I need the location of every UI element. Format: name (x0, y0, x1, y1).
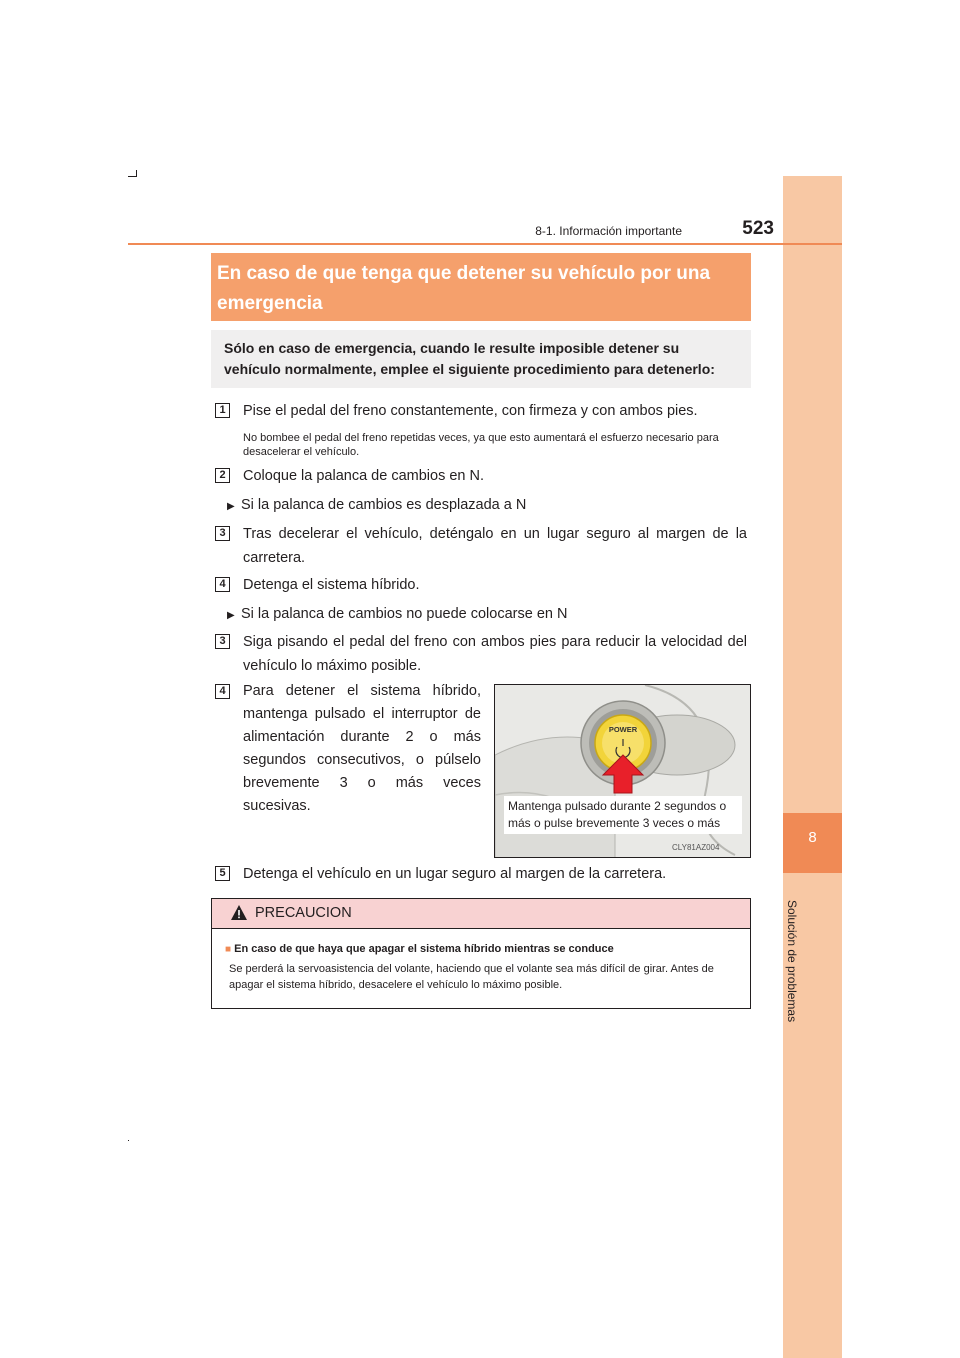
step-text: Detenga el sistema híbrido. (243, 577, 420, 593)
chapter-title: 8-1. Información importante (535, 224, 682, 238)
crop-mark (128, 176, 136, 177)
page-number: 523 (742, 218, 774, 239)
branch-heading: ▶ Si la palanca de cambios es desplazada a N (227, 493, 747, 519)
step-badge: 4 (215, 577, 230, 592)
step-badge: 3 (215, 526, 230, 541)
step-badge: 4 (215, 684, 230, 699)
square-bullet-icon: ■ (225, 944, 232, 955)
crop-mark (128, 1140, 129, 1141)
step-note: No bombee el pedal del freno repetidas veces, ya que esto aumentará el esfuerzo necesario para desacelerar el vehículo. (243, 432, 719, 458)
step-text: Pise el pedal del freno constantemente, con firmeza y con ambos pies. (243, 403, 698, 419)
step-badge: 3 (215, 634, 230, 649)
intro-box (211, 330, 751, 388)
precaution-bullet: ■ En caso de que haya que apagar el sistema híbrido mientras se conduce (225, 943, 614, 955)
precaution-text: Se perderá la servoasistencia del volante, haciendo que el volante sea más difícil de girar. Antes de apagar el sistema híbrido, desacelere el vehículo lo máximo posible. (229, 963, 714, 991)
chapter-side-tab (783, 176, 842, 1358)
crop-mark (136, 170, 137, 177)
intro-text: Sólo en caso de emergencia, cuando le resulte imposible detener su vehículo normalmente, emplee el siguiente procedimiento para detenerlo: (224, 340, 715, 377)
triangle-right-icon: ▶ (227, 610, 235, 621)
header-rule (128, 243, 842, 245)
chapter-number: 8 (808, 829, 817, 846)
step-text: Detenga el vehículo en un lugar seguro al margen de la carretera. (243, 866, 667, 882)
triangle-right-icon: ▶ (227, 501, 235, 512)
step-text: Coloque la palanca de cambios en N. (243, 468, 485, 484)
precaution-title: PRECAUCION (255, 905, 352, 921)
warning-icon (230, 904, 248, 921)
step-text: Tras decelerar el vehículo, deténgalo en un lugar seguro al margen de la carretera. (243, 526, 747, 566)
precaution-box (211, 898, 751, 1009)
branch-heading: ▶ Si la palanca de cambios no puede colocarse en N (227, 602, 747, 628)
chapter-label: Solución de problemas (785, 900, 799, 1023)
section-title: En caso de que tenga que detener su vehículo por una emergencia (217, 263, 711, 314)
step-badge: 2 (215, 468, 230, 483)
step-badge: 5 (215, 866, 230, 881)
power-button-label: POWER (608, 725, 638, 734)
section-title-banner (211, 253, 751, 321)
figure-caption: Mantenga pulsado durante 2 segundos o más o pulse brevemente 3 veces o más (504, 796, 742, 834)
step-text: Siga pisando el pedal del freno con ambos pies para reducir la velocidad del vehículo lo máximo posible. (243, 634, 747, 674)
step-text: Para detener el sistema híbrido, mantenga pulsado el interruptor de alimentación durante 2 o más segundos consecutivos, o púlselo brevemente 3 o más veces sucesivas. (243, 683, 481, 814)
figure-code: CLY81AZ004 (672, 843, 720, 852)
step-badge: 1 (215, 403, 230, 418)
precaution-header (212, 899, 750, 929)
